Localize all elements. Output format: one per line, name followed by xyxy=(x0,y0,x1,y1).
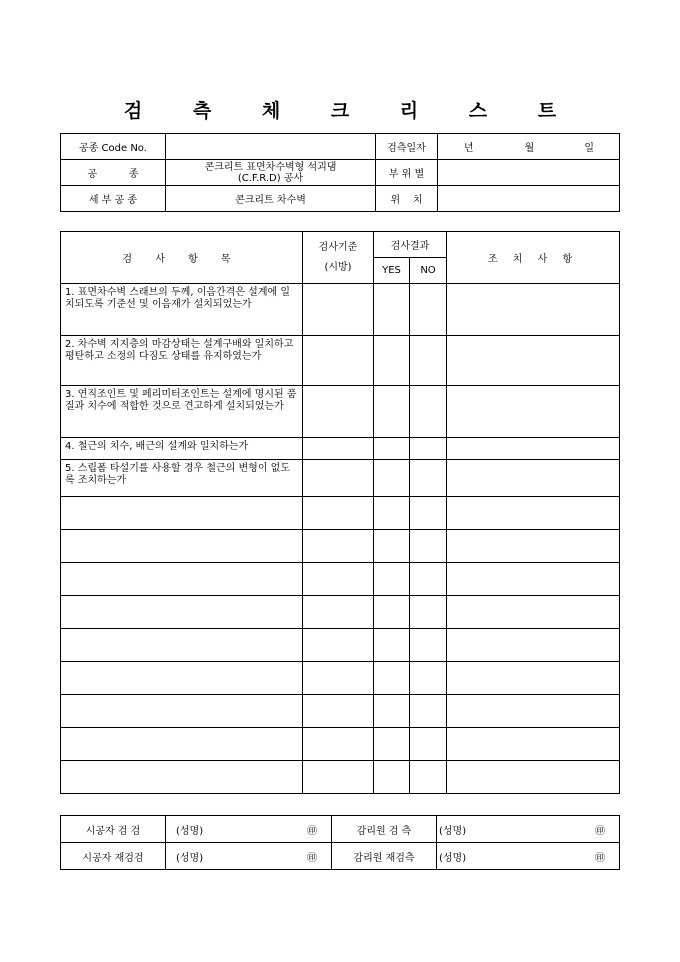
seal-mark: ㊞ xyxy=(555,816,620,843)
action-cell[interactable] xyxy=(447,284,620,336)
inspection-item-3: 3. 연직조인트 및 페리미터조인트는 설계에 명시된 품질과 치수에 적합한 것으로 견고하게 설치되었는가 xyxy=(61,386,303,438)
page-title: 검 측 체 크 리 스 트 xyxy=(123,100,579,122)
part-value[interactable] xyxy=(438,160,620,186)
action-cell[interactable] xyxy=(447,662,620,695)
action-cell[interactable] xyxy=(447,497,620,530)
action-cell[interactable] xyxy=(447,629,620,662)
yes-cell[interactable] xyxy=(374,563,410,596)
header-criteria-line2: (시방) xyxy=(324,261,352,273)
criteria-cell[interactable] xyxy=(303,284,374,336)
detail-work-value[interactable]: 콘크리트 차수벽 xyxy=(166,186,376,212)
no-cell[interactable] xyxy=(410,695,447,728)
yes-cell[interactable] xyxy=(374,497,410,530)
item-cell[interactable] xyxy=(61,695,303,728)
contractor-recheck-name[interactable]: (성명) xyxy=(166,843,274,870)
work-type-value[interactable]: 콘크리트 표면차수벽형 석괴댐 (C.F.R.D) 공사 xyxy=(166,160,376,186)
empty-row xyxy=(61,596,620,629)
seal-mark: ㊞ xyxy=(555,843,620,870)
table-row xyxy=(61,386,620,438)
action-cell[interactable] xyxy=(447,695,620,728)
no-cell[interactable] xyxy=(410,629,447,662)
no-cell[interactable] xyxy=(410,728,447,761)
item-cell[interactable] xyxy=(61,497,303,530)
criteria-cell[interactable] xyxy=(303,336,374,386)
empty-row xyxy=(61,497,620,530)
work-type-label: 공 종 xyxy=(61,160,166,186)
item-cell[interactable] xyxy=(61,596,303,629)
action-cell[interactable] xyxy=(447,438,620,460)
inspection-date-label: 검측일자 xyxy=(376,134,438,160)
yes-cell[interactable] xyxy=(374,596,410,629)
date-day[interactable]: 일 xyxy=(560,134,620,160)
table-row xyxy=(61,284,620,336)
action-cell[interactable] xyxy=(447,728,620,761)
seal-mark: ㊞ xyxy=(274,816,332,843)
criteria-cell[interactable] xyxy=(303,728,374,761)
header-result: 검사결과 xyxy=(374,232,447,258)
table-row xyxy=(61,438,620,460)
item-cell[interactable] xyxy=(61,728,303,761)
inspection-table xyxy=(60,231,620,794)
date-year[interactable]: 년 xyxy=(438,134,500,160)
item-cell[interactable] xyxy=(61,563,303,596)
empty-row xyxy=(61,629,620,662)
contractor-check-label: 시공자 검 검 xyxy=(61,816,166,843)
criteria-cell[interactable] xyxy=(303,761,374,794)
yes-cell[interactable] xyxy=(374,761,410,794)
work-code-label: 공종 Code No. xyxy=(61,134,166,160)
item-cell[interactable] xyxy=(61,662,303,695)
criteria-cell[interactable] xyxy=(303,460,374,497)
header-inspection-item: 검 사 항 목 xyxy=(61,232,303,284)
no-cell[interactable] xyxy=(410,563,447,596)
yes-cell[interactable] xyxy=(374,336,410,386)
empty-row xyxy=(61,662,620,695)
empty-row xyxy=(61,728,620,761)
supervisor-check-name[interactable]: (성명) xyxy=(437,816,555,843)
yes-cell[interactable] xyxy=(374,438,410,460)
yes-cell[interactable] xyxy=(374,662,410,695)
criteria-cell[interactable] xyxy=(303,662,374,695)
action-cell[interactable] xyxy=(447,530,620,563)
inspection-item-5: 5. 스립폼 타설기를 사용할 경우 철근의 변형이 없도록 조치하는가 xyxy=(61,460,303,497)
work-info-table xyxy=(60,133,620,212)
no-cell[interactable] xyxy=(410,596,447,629)
contractor-recheck-label: 시공자 재검검 xyxy=(61,843,166,870)
yes-cell[interactable] xyxy=(374,284,410,336)
yes-cell[interactable] xyxy=(374,386,410,438)
seal-mark: ㊞ xyxy=(274,843,332,870)
yes-cell[interactable] xyxy=(374,530,410,563)
header-no: NO xyxy=(410,258,447,284)
yes-cell[interactable] xyxy=(374,629,410,662)
detail-work-label: 세 부 공 종 xyxy=(61,186,166,212)
empty-row xyxy=(61,563,620,596)
criteria-cell[interactable] xyxy=(303,497,374,530)
empty-row xyxy=(61,530,620,563)
criteria-cell[interactable] xyxy=(303,629,374,662)
supervisor-recheck-label: 감리원 재검측 xyxy=(332,843,437,870)
supervisor-recheck-name[interactable]: (성명) xyxy=(437,843,555,870)
no-cell[interactable] xyxy=(410,460,447,497)
action-cell[interactable] xyxy=(447,563,620,596)
action-cell[interactable] xyxy=(447,336,620,386)
no-cell[interactable] xyxy=(410,497,447,530)
inspection-item-2: 2. 차수벽 지지층의 마감상태는 설계구배와 일치하고 평탄하고 소정의 다짐도 상태를 유지하였는가 xyxy=(61,336,303,386)
date-month[interactable]: 월 xyxy=(500,134,560,160)
no-cell[interactable] xyxy=(410,530,447,563)
action-cell[interactable] xyxy=(447,761,620,794)
header-criteria xyxy=(303,232,374,284)
header-criteria-line1: 검사기준 xyxy=(318,241,358,253)
action-cell[interactable] xyxy=(447,386,620,438)
contractor-check-name[interactable]: (성명) xyxy=(166,816,274,843)
no-cell[interactable] xyxy=(410,438,447,460)
action-cell[interactable] xyxy=(447,460,620,497)
criteria-cell[interactable] xyxy=(303,438,374,460)
empty-row xyxy=(61,761,620,794)
empty-row xyxy=(61,695,620,728)
table-row xyxy=(61,460,620,497)
yes-cell[interactable] xyxy=(374,460,410,497)
yes-cell[interactable] xyxy=(374,695,410,728)
work-code-value[interactable] xyxy=(166,134,376,160)
supervisor-check-label: 감리원 검 측 xyxy=(332,816,437,843)
criteria-cell[interactable] xyxy=(303,530,374,563)
no-cell[interactable] xyxy=(410,284,447,336)
part-label: 부 위 별 xyxy=(376,160,438,186)
inspection-item-1: 1. 표면차수벽 스래브의 두께, 이음간격은 설계에 일치되도록 기준선 및 이음재가 설치되었는가 xyxy=(61,284,303,336)
item-cell[interactable] xyxy=(61,530,303,563)
item-cell[interactable] xyxy=(61,761,303,794)
no-cell[interactable] xyxy=(410,336,447,386)
no-cell[interactable] xyxy=(410,662,447,695)
header-action: 조 치 사 항 xyxy=(447,232,620,284)
criteria-cell[interactable] xyxy=(303,563,374,596)
no-cell[interactable] xyxy=(410,761,447,794)
header-yes: YES xyxy=(374,258,410,284)
location-value[interactable] xyxy=(438,186,620,212)
location-label: 위 치 xyxy=(376,186,438,212)
criteria-cell[interactable] xyxy=(303,386,374,438)
yes-cell[interactable] xyxy=(374,728,410,761)
no-cell[interactable] xyxy=(410,386,447,438)
inspection-item-4: 4. 철근의 치수, 배근의 설계와 일치하는가 xyxy=(61,438,303,460)
criteria-cell[interactable] xyxy=(303,596,374,629)
signature-table xyxy=(60,815,620,870)
item-cell[interactable] xyxy=(61,629,303,662)
action-cell[interactable] xyxy=(447,596,620,629)
criteria-cell[interactable] xyxy=(303,695,374,728)
table-row xyxy=(61,336,620,386)
